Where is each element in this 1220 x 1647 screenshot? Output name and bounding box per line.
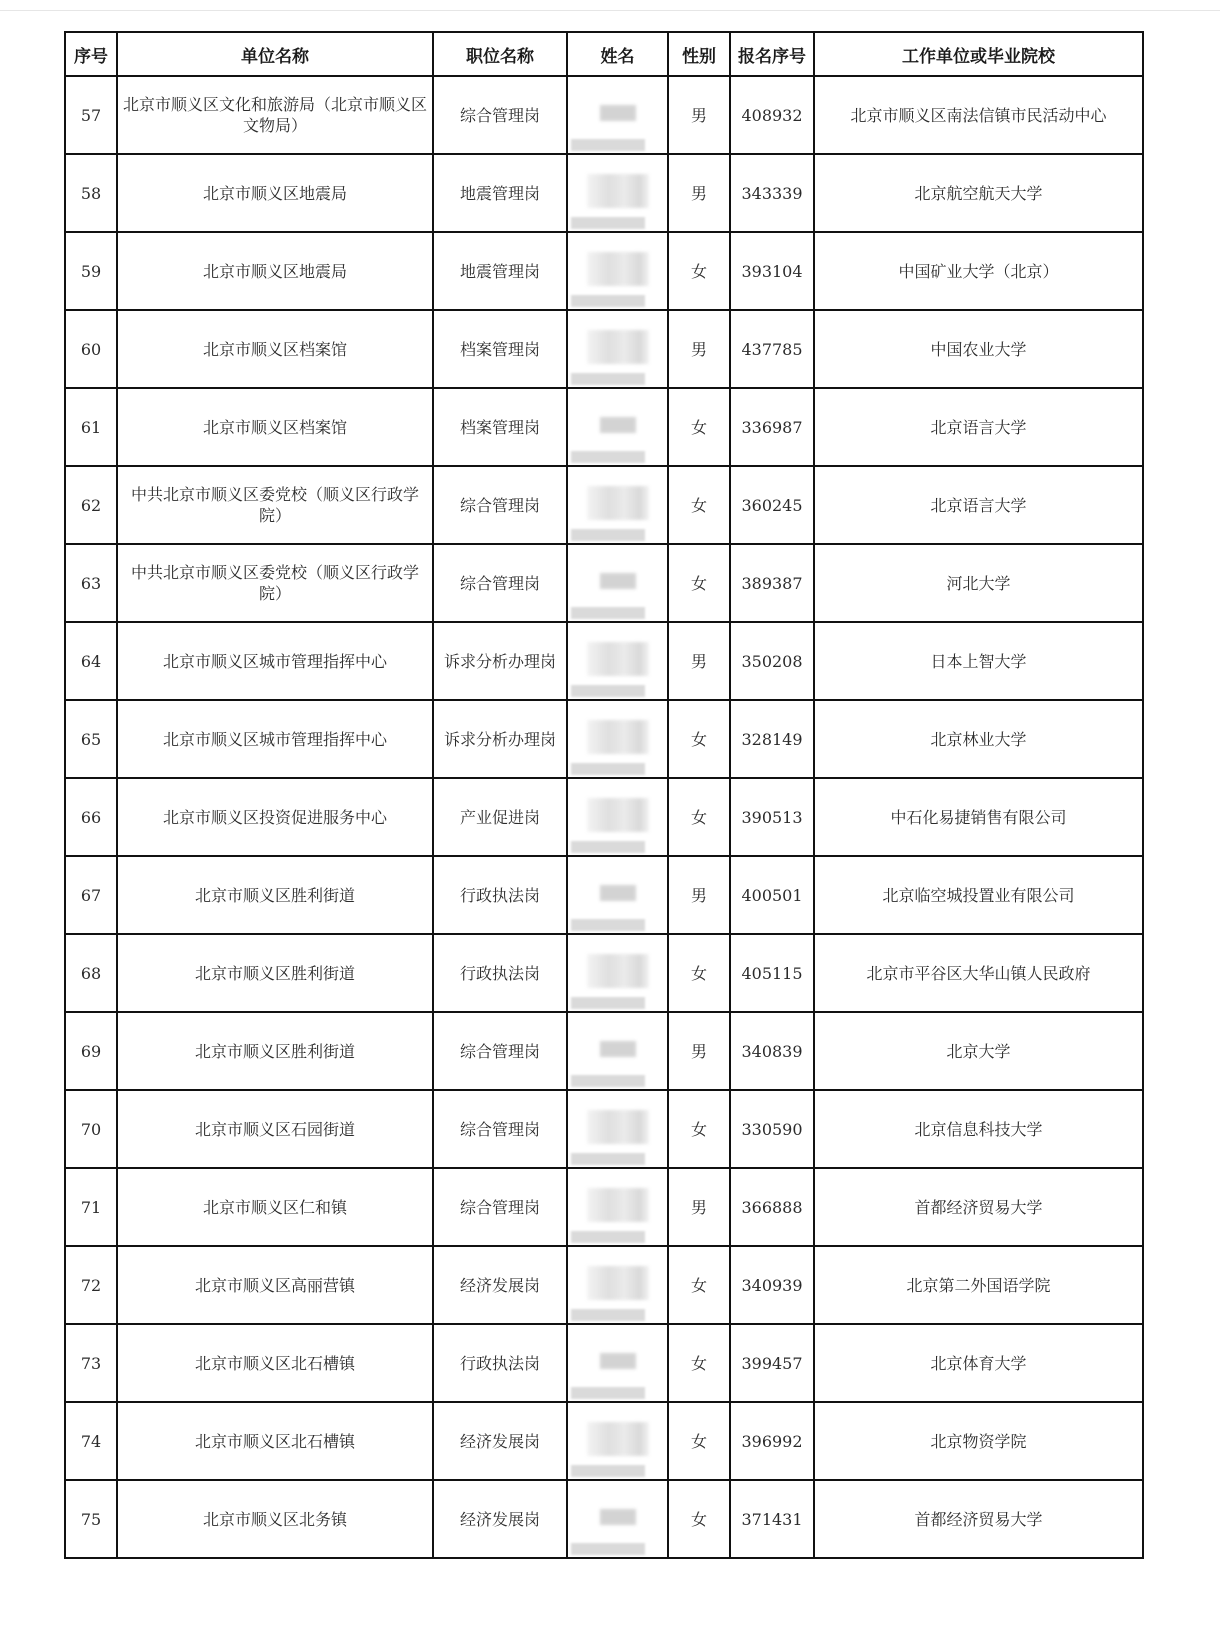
cell-position: 综合管理岗 (433, 1012, 567, 1090)
cell-school: 北京航空航天大学 (814, 154, 1143, 232)
redacted-name (587, 486, 649, 520)
cell-gender: 男 (668, 1168, 730, 1246)
cell-gender: 女 (668, 466, 730, 544)
cell-unit: 中共北京市顺义区委党校（顺义区行政学院） (117, 544, 433, 622)
cell-gender: 女 (668, 700, 730, 778)
header-school: 工作单位或毕业院校 (814, 32, 1143, 76)
header-row (65, 32, 1143, 76)
header-position: 职位名称 (433, 32, 567, 76)
redaction-band (571, 1387, 645, 1399)
cell-position: 综合管理岗 (433, 544, 567, 622)
redacted-name (600, 1353, 636, 1369)
cell-name (567, 76, 668, 154)
cell-gender: 男 (668, 1012, 730, 1090)
cell-name (567, 1168, 668, 1246)
table-row (65, 622, 1143, 700)
cell-seq: 74 (65, 1402, 117, 1480)
cell-unit: 北京市顺义区高丽营镇 (117, 1246, 433, 1324)
cell-unit: 北京市顺义区档案馆 (117, 310, 433, 388)
table-row (65, 466, 1143, 544)
table-row (65, 1168, 1143, 1246)
redaction-band (571, 295, 645, 307)
table-row (65, 1324, 1143, 1402)
cell-position: 行政执法岗 (433, 1324, 567, 1402)
cell-reg-no: 390513 (730, 778, 814, 856)
table-row (65, 544, 1143, 622)
cell-unit: 中共北京市顺义区委党校（顺义区行政学院） (117, 466, 433, 544)
cell-name (567, 700, 668, 778)
cell-name (567, 1012, 668, 1090)
redacted-name (587, 1266, 649, 1300)
redaction-band (571, 139, 645, 151)
cell-name (567, 466, 668, 544)
table-body (65, 76, 1143, 1558)
redaction-band (571, 919, 645, 931)
redaction-band (571, 685, 645, 697)
table-row (65, 154, 1143, 232)
redaction-band (571, 529, 645, 541)
cell-position: 经济发展岗 (433, 1480, 567, 1558)
table-row (65, 856, 1143, 934)
cell-school: 北京语言大学 (814, 466, 1143, 544)
cell-unit: 北京市顺义区北务镇 (117, 1480, 433, 1558)
cell-position: 产业促进岗 (433, 778, 567, 856)
cell-unit: 北京市顺义区城市管理指挥中心 (117, 700, 433, 778)
header-unit: 单位名称 (117, 32, 433, 76)
cell-school: 北京信息科技大学 (814, 1090, 1143, 1168)
cell-seq: 58 (65, 154, 117, 232)
cell-position: 综合管理岗 (433, 1090, 567, 1168)
cell-seq: 60 (65, 310, 117, 388)
cell-position: 经济发展岗 (433, 1246, 567, 1324)
cell-name (567, 934, 668, 1012)
cell-seq: 73 (65, 1324, 117, 1402)
cell-position: 综合管理岗 (433, 466, 567, 544)
cell-reg-no: 400501 (730, 856, 814, 934)
cell-seq: 63 (65, 544, 117, 622)
cell-name (567, 1402, 668, 1480)
redaction-band (571, 1309, 645, 1321)
table-row (65, 76, 1143, 154)
top-divider (0, 10, 1220, 11)
cell-unit: 北京市顺义区胜利街道 (117, 1012, 433, 1090)
table-row (65, 1480, 1143, 1558)
redacted-name (587, 1422, 649, 1456)
cell-position: 综合管理岗 (433, 76, 567, 154)
redaction-band (571, 1465, 645, 1477)
cell-name (567, 778, 668, 856)
cell-reg-no: 399457 (730, 1324, 814, 1402)
cell-unit: 北京市顺义区文化和旅游局（北京市顺义区文物局） (117, 76, 433, 154)
redaction-band (571, 373, 645, 385)
cell-reg-no: 393104 (730, 232, 814, 310)
cell-gender: 男 (668, 856, 730, 934)
redacted-name (600, 573, 636, 589)
cell-reg-no: 360245 (730, 466, 814, 544)
header-name: 姓名 (567, 32, 668, 76)
cell-position: 行政执法岗 (433, 856, 567, 934)
redaction-band (571, 841, 645, 853)
table-row (65, 700, 1143, 778)
redacted-name (587, 798, 649, 832)
cell-school: 北京市顺义区南法信镇市民活动中心 (814, 76, 1143, 154)
redacted-name (600, 1041, 636, 1057)
cell-school: 首都经济贸易大学 (814, 1480, 1143, 1558)
redacted-name (600, 105, 636, 121)
cell-school: 日本上智大学 (814, 622, 1143, 700)
cell-position: 地震管理岗 (433, 154, 567, 232)
redacted-name (587, 954, 649, 988)
cell-position: 地震管理岗 (433, 232, 567, 310)
cell-position: 档案管理岗 (433, 388, 567, 466)
cell-unit: 北京市顺义区北石槽镇 (117, 1402, 433, 1480)
cell-unit: 北京市顺义区仁和镇 (117, 1168, 433, 1246)
table-row (65, 310, 1143, 388)
redacted-name (587, 174, 649, 208)
cell-position: 经济发展岗 (433, 1402, 567, 1480)
cell-school: 河北大学 (814, 544, 1143, 622)
cell-position: 诉求分析办理岗 (433, 622, 567, 700)
cell-name (567, 154, 668, 232)
table-row (65, 232, 1143, 310)
cell-reg-no: 330590 (730, 1090, 814, 1168)
cell-seq: 65 (65, 700, 117, 778)
cell-school: 中石化易捷销售有限公司 (814, 778, 1143, 856)
cell-reg-no: 437785 (730, 310, 814, 388)
table-row (65, 1246, 1143, 1324)
cell-reg-no: 340939 (730, 1246, 814, 1324)
cell-position: 档案管理岗 (433, 310, 567, 388)
cell-school: 首都经济贸易大学 (814, 1168, 1143, 1246)
cell-seq: 71 (65, 1168, 117, 1246)
table-row (65, 1012, 1143, 1090)
cell-reg-no: 328149 (730, 700, 814, 778)
cell-name (567, 1480, 668, 1558)
table-row (65, 778, 1143, 856)
cell-reg-no: 389387 (730, 544, 814, 622)
cell-unit: 北京市顺义区地震局 (117, 232, 433, 310)
cell-gender: 男 (668, 622, 730, 700)
redaction-band (571, 1153, 645, 1165)
header-gender: 性别 (668, 32, 730, 76)
cell-name (567, 622, 668, 700)
header-seq: 序号 (65, 32, 117, 76)
cell-school: 北京语言大学 (814, 388, 1143, 466)
cell-gender: 女 (668, 778, 730, 856)
cell-reg-no: 343339 (730, 154, 814, 232)
cell-school: 北京第二外国语学院 (814, 1246, 1143, 1324)
cell-gender: 女 (668, 1324, 730, 1402)
cell-position: 行政执法岗 (433, 934, 567, 1012)
cell-seq: 61 (65, 388, 117, 466)
candidate-table (64, 31, 1144, 1559)
redacted-name (587, 1110, 649, 1144)
redacted-name (587, 252, 649, 286)
cell-gender: 男 (668, 154, 730, 232)
cell-gender: 女 (668, 934, 730, 1012)
cell-school: 北京市平谷区大华山镇人民政府 (814, 934, 1143, 1012)
cell-position: 综合管理岗 (433, 1168, 567, 1246)
cell-gender: 女 (668, 388, 730, 466)
cell-reg-no: 408932 (730, 76, 814, 154)
cell-name (567, 1324, 668, 1402)
cell-unit: 北京市顺义区胜利街道 (117, 934, 433, 1012)
cell-seq: 57 (65, 76, 117, 154)
redaction-band (571, 1543, 645, 1555)
cell-unit: 北京市顺义区档案馆 (117, 388, 433, 466)
cell-school: 中国矿业大学（北京） (814, 232, 1143, 310)
cell-reg-no: 405115 (730, 934, 814, 1012)
cell-seq: 72 (65, 1246, 117, 1324)
cell-unit: 北京市顺义区城市管理指挥中心 (117, 622, 433, 700)
cell-unit: 北京市顺义区地震局 (117, 154, 433, 232)
cell-seq: 62 (65, 466, 117, 544)
cell-reg-no: 350208 (730, 622, 814, 700)
cell-reg-no: 336987 (730, 388, 814, 466)
cell-school: 北京临空城投置业有限公司 (814, 856, 1143, 934)
cell-reg-no: 371431 (730, 1480, 814, 1558)
cell-seq: 64 (65, 622, 117, 700)
redaction-band (571, 607, 645, 619)
cell-seq: 59 (65, 232, 117, 310)
cell-seq: 69 (65, 1012, 117, 1090)
redaction-band (571, 1075, 645, 1087)
cell-position: 诉求分析办理岗 (433, 700, 567, 778)
cell-reg-no: 396992 (730, 1402, 814, 1480)
table-row (65, 1090, 1143, 1168)
cell-name (567, 310, 668, 388)
redacted-name (600, 885, 636, 901)
cell-seq: 75 (65, 1480, 117, 1558)
cell-reg-no: 340839 (730, 1012, 814, 1090)
cell-seq: 70 (65, 1090, 117, 1168)
cell-name (567, 544, 668, 622)
redacted-name (600, 417, 636, 433)
redaction-band (571, 217, 645, 229)
redacted-name (587, 330, 649, 364)
redacted-name (600, 1509, 636, 1525)
cell-gender: 女 (668, 1090, 730, 1168)
redaction-band (571, 997, 645, 1009)
cell-gender: 女 (668, 1246, 730, 1324)
cell-name (567, 856, 668, 934)
table-header (65, 32, 1143, 76)
cell-seq: 66 (65, 778, 117, 856)
cell-unit: 北京市顺义区投资促进服务中心 (117, 778, 433, 856)
redaction-band (571, 763, 645, 775)
redaction-band (571, 451, 645, 463)
cell-name (567, 1246, 668, 1324)
cell-school: 北京物资学院 (814, 1402, 1143, 1480)
cell-school: 中国农业大学 (814, 310, 1143, 388)
cell-gender: 女 (668, 1402, 730, 1480)
table-row (65, 388, 1143, 466)
redacted-name (587, 1188, 649, 1222)
cell-unit: 北京市顺义区胜利街道 (117, 856, 433, 934)
cell-school: 北京体育大学 (814, 1324, 1143, 1402)
cell-gender: 男 (668, 310, 730, 388)
cell-gender: 女 (668, 232, 730, 310)
cell-gender: 女 (668, 1480, 730, 1558)
table-row (65, 934, 1143, 1012)
cell-name (567, 232, 668, 310)
cell-gender: 男 (668, 76, 730, 154)
cell-unit: 北京市顺义区石园街道 (117, 1090, 433, 1168)
redacted-name (587, 720, 649, 754)
table-row (65, 1402, 1143, 1480)
redacted-name (587, 642, 649, 676)
cell-name (567, 1090, 668, 1168)
cell-gender: 女 (668, 544, 730, 622)
cell-reg-no: 366888 (730, 1168, 814, 1246)
cell-school: 北京林业大学 (814, 700, 1143, 778)
redaction-band (571, 1231, 645, 1243)
cell-name (567, 388, 668, 466)
header-reg-no: 报名序号 (730, 32, 814, 76)
cell-school: 北京大学 (814, 1012, 1143, 1090)
cell-seq: 68 (65, 934, 117, 1012)
cell-seq: 67 (65, 856, 117, 934)
cell-unit: 北京市顺义区北石槽镇 (117, 1324, 433, 1402)
